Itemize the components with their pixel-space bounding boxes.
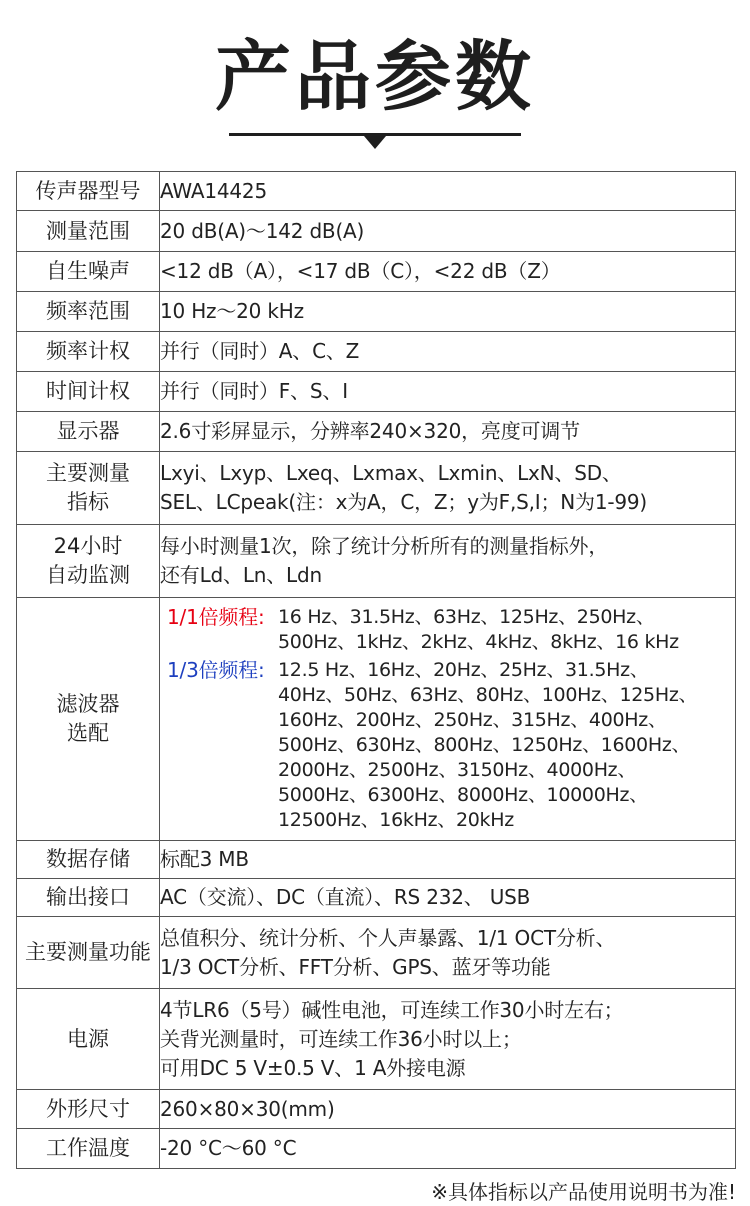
spec-label-line: 频率范围 (46, 299, 130, 323)
spec-label (17, 332, 160, 372)
filter-value (160, 598, 736, 841)
spec-label-line: 显示器 (56, 419, 120, 443)
page-title: 产品参数 (215, 32, 535, 121)
third-octave-label: 1/3倍频程: (167, 658, 265, 682)
spec-value (160, 452, 736, 525)
spec-label-line: 频率计权 (46, 339, 130, 363)
octave-values-line: 500Hz、1kHz、2kHz、4kHz、8kHz、16 kHz (278, 631, 679, 653)
third-octave-values-line: 500Hz、630Hz、800Hz、1250Hz、1600Hz、 (278, 734, 691, 756)
spec-label (17, 172, 160, 211)
spec-label (17, 211, 160, 252)
spec-value (160, 989, 736, 1090)
spec-value (160, 1129, 736, 1169)
spec-label-line: 主要测量 (46, 461, 130, 485)
spec-row (17, 292, 736, 332)
spec-label (17, 1129, 160, 1169)
spec-value-line: 还有Ld、Ln、Ldn (160, 563, 322, 587)
spec-value (160, 211, 736, 252)
spec-label (17, 525, 160, 598)
spec-value-line: <12 dB（A），<17 dB（C），<22 dB（Z） (160, 259, 561, 283)
spec-value-line: 关背光测量时，可连续工作36小时以上； (160, 1026, 522, 1051)
spec-label-line: 选配 (67, 721, 109, 745)
octave-label: 1/1倍频程: (167, 605, 265, 629)
octave-values (278, 605, 679, 655)
spec-value (160, 292, 736, 332)
spec-value-line: 标配3 MB (160, 847, 249, 871)
spec-value-line: 20 dB(A)～142 dB(A) (160, 218, 365, 243)
spec-label (17, 598, 160, 841)
spec-label-line: 工作温度 (46, 1136, 130, 1160)
spec-row (17, 252, 736, 292)
spec-label (17, 1090, 160, 1129)
spec-row (17, 172, 736, 211)
spec-value-line: SEL、LCpeak(注：x为A，C，Z；y为F,S,I；N为1-99) (160, 490, 648, 514)
spec-label-line: 传声器型号 (35, 178, 141, 203)
spec-row (17, 412, 736, 452)
spec-label (17, 372, 160, 412)
spec-label-line: 输出接口 (46, 885, 130, 909)
spec-label (17, 841, 160, 879)
third-octave-row (167, 658, 735, 833)
spec-label-line: 主要测量功能 (25, 940, 151, 964)
spec-value-line: 并行（同时）A、C、Z (160, 339, 360, 363)
spec-value (160, 525, 736, 598)
spec-label (17, 917, 160, 989)
spec-label-line: 自生噪声 (46, 259, 130, 283)
spec-label (17, 452, 160, 525)
spec-label-line: 24小时 (53, 534, 123, 558)
spec-value (160, 879, 736, 917)
spec-row (17, 1090, 736, 1129)
spec-value-line: AWA14425 (160, 178, 267, 203)
spec-label-line: 指标 (67, 490, 109, 514)
spec-label-line: 时间计权 (46, 379, 130, 403)
spec-value-line: 260×80×30(mm) (160, 1096, 335, 1121)
spec-row (17, 989, 736, 1090)
octave-values-line: 16 Hz、31.5Hz、63Hz、125Hz、250Hz、 (278, 606, 655, 628)
spec-value-line: AC（交流）、DC（直流）、RS 232、 USB (160, 885, 531, 909)
spec-value-line: 2.6寸彩屏显示，分辨率240×320，亮度可调节 (160, 419, 580, 443)
third-octave-values-line: 12500Hz、16kHz、20kHz (278, 809, 514, 831)
footnote: ※具体指标以产品使用说明书为准! (431, 1180, 736, 1204)
spec-value-line: 10 Hz～20 kHz (160, 299, 304, 323)
spec-value (160, 841, 736, 879)
spec-value (160, 172, 736, 211)
spec-value-line: 每小时测量1次，除了统计分析所有的测量指标外， (160, 534, 609, 558)
spec-label-line: 外形尺寸 (46, 1096, 130, 1121)
spec-label-line: 测量范围 (46, 218, 130, 243)
spec-value (160, 372, 736, 412)
spec-label (17, 879, 160, 917)
third-octave-values-line: 40Hz、50Hz、63Hz、80Hz、100Hz、125Hz、 (278, 684, 698, 706)
spec-table (16, 171, 736, 1169)
spec-value (160, 917, 736, 989)
spec-value-line: 1/3 OCT分析、FFT分析、GPS、蓝牙等功能 (160, 954, 551, 979)
spec-row (17, 841, 736, 879)
spec-row (17, 211, 736, 252)
spec-label (17, 292, 160, 332)
spec-label (17, 412, 160, 452)
spec-label (17, 989, 160, 1090)
spec-row (17, 879, 736, 917)
third-octave-values-line: 5000Hz、6300Hz、8000Hz、10000Hz、 (278, 784, 648, 806)
spec-row (17, 917, 736, 989)
spec-row (17, 525, 736, 598)
third-octave-values-line: 160Hz、200Hz、250Hz、315Hz、400Hz、 (278, 709, 667, 731)
spec-value-line: -20 °C～60 °C (160, 1136, 297, 1160)
spec-row (17, 452, 736, 525)
spec-row (17, 332, 736, 372)
spec-row-filter (17, 598, 736, 841)
spec-value-line: 可用DC 5 V±0.5 V、1 A外接电源 (160, 1055, 466, 1080)
spec-label (17, 252, 160, 292)
title-down-arrow-icon (364, 136, 386, 149)
spec-row (17, 1129, 736, 1169)
spec-value-line: Lxyi、Lxyp、Lxeq、Lxmax、Lxmin、LxN、SD、 (160, 461, 622, 485)
spec-label-line: 数据存储 (46, 847, 130, 871)
third-octave-values (278, 658, 697, 833)
spec-value-line: 总值积分、统计分析、个人声暴露、1/1 OCT分析、 (160, 925, 616, 950)
octave-row (167, 605, 735, 655)
spec-value (160, 412, 736, 452)
third-octave-values-line: 2000Hz、2500Hz、3150Hz、4000Hz、 (278, 759, 637, 781)
spec-value (160, 252, 736, 292)
spec-label-line: 电源 (67, 1026, 109, 1051)
spec-value (160, 332, 736, 372)
spec-label-line: 自动监测 (46, 563, 130, 587)
spec-label-line: 滤波器 (56, 692, 120, 716)
spec-row (17, 372, 736, 412)
spec-value-line: 4节LR6（5号）碱性电池，可连续工作30小时左右； (160, 997, 624, 1022)
third-octave-values-line: 12.5 Hz、16Hz、20Hz、25Hz、31.5Hz、 (278, 659, 649, 681)
spec-value-line: 并行（同时）F、S、I (160, 379, 348, 403)
spec-value (160, 1090, 736, 1129)
